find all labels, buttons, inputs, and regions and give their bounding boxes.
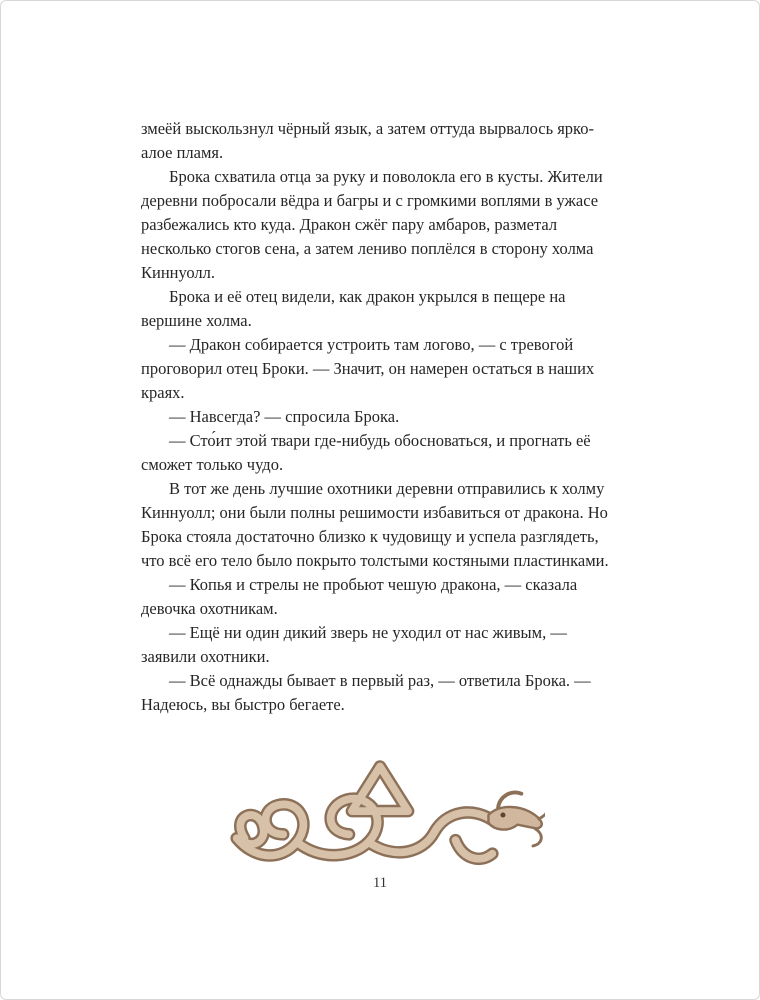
- paragraph: — Ещё ни один дикий зверь не уходил от нас живым, — заявили охотники.: [141, 623, 567, 666]
- paragraph: — Всё однажды бывает в первый раз, — ответила Брока. — Надеюсь, вы быстро бегаете.: [141, 671, 591, 714]
- paragraph: — Сто́ит этой твари где-нибудь обосноваться, и прогнать её сможет только чудо.: [141, 431, 591, 474]
- ornament-wrap: [1, 753, 759, 892]
- paragraph: змеёй выскользнул чёрный язык, а затем оттуда вырвалось ярко-алое пламя.: [141, 119, 594, 162]
- paragraph: Брока схватила отца за руку и поволокла его в кусты. Жители деревни побросали вёдра и багры и с громкими воплями в ужасе разбежались кто куда. Дракон сжёг пару амбаров, разметал несколько стогов сена, а затем лениво поплёлся в сторону холма Киннуолл.: [141, 167, 603, 282]
- paragraph: — Дракон собирается устроить там логово, — с тревогой проговорил отец Броки. — Значит, он намерен остаться в наших краях.: [141, 335, 595, 402]
- dragon-head: [488, 792, 545, 845]
- paragraph: — Копья и стрелы не пробьют чешую дракона, — сказала девочка охотникам.: [141, 575, 578, 618]
- page-number: 11: [373, 875, 387, 891]
- paragraph: — Навсегда? — спросила Брока.: [169, 407, 400, 426]
- dragon-ornament-illustration: [215, 753, 545, 875]
- paragraph: В тот же день лучшие охотники деревни отправились к холму Киннуолл; они были полны решимости избавиться от дракона. Но Брока стояла достаточно близко к чудовищу и успела разглядеть, что всё его тело было покрыто толстыми костяными пластинками.: [141, 479, 609, 570]
- paragraph: Брока и её отец видели, как дракон укрылся в пещере на вершине холма.: [141, 287, 566, 330]
- text-block: [141, 117, 623, 717]
